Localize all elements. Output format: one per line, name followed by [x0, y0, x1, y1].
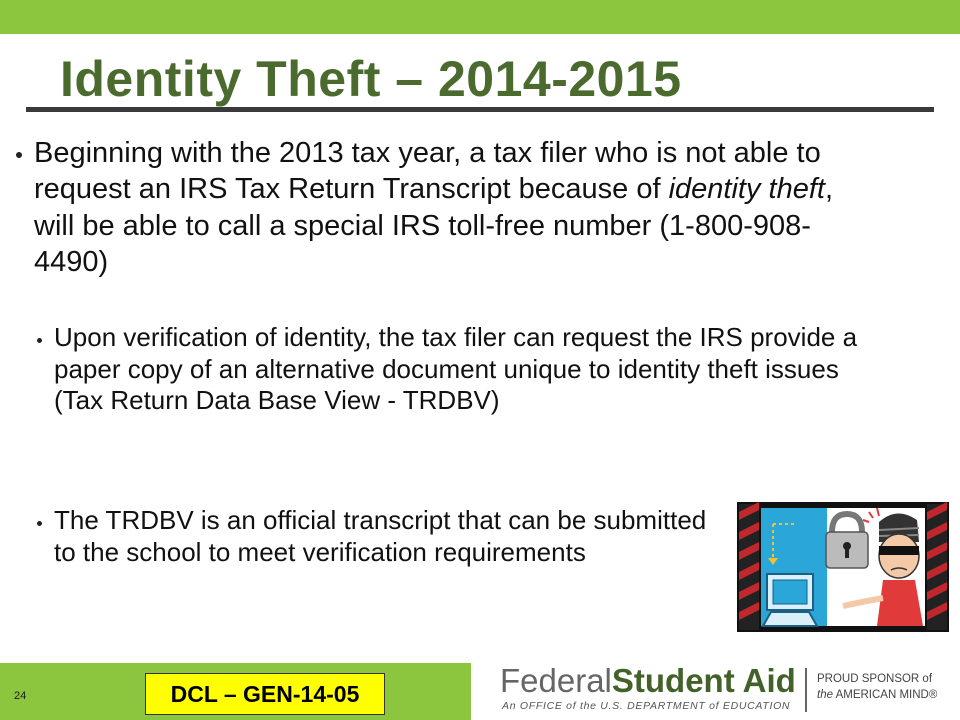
- sponsor-text: [817, 672, 937, 703]
- dcl-reference-box: DCL – GEN-14-05: [145, 673, 385, 715]
- sub-bullet-dot: [37, 338, 42, 343]
- fsa-logo-federal: Federal: [500, 662, 612, 699]
- identity-theft-illustration: [737, 502, 949, 632]
- bullet-main: [34, 135, 874, 280]
- computer-icon: [763, 574, 817, 626]
- bullet-main-text-b: , will be able to call a special IRS toll-free number (1-800-908-4490): [34, 173, 834, 278]
- sub-bullet-1: Upon verification of identity, the tax filer can request the IRS provide a paper copy of an alternative document unique to identity theft issues (Tax Return Data Base View - TRDBV): [54, 322, 858, 416]
- sponsor-line1: PROUD SPONSOR of: [817, 673, 933, 685]
- bullet-dot: [16, 152, 22, 158]
- slide-title: Identity Theft – 2014-2015: [60, 51, 682, 107]
- page-number: 24: [14, 690, 27, 702]
- sponsor-american-mind: AMERICAN MIND: [835, 688, 929, 701]
- sub-bullet-dot: [37, 521, 42, 526]
- fsa-logo-tagline: An OFFICE of the U.S. DEPARTMENT of EDUCATION: [502, 700, 791, 712]
- bullet-main-text-a: Beginning with the 2013 tax year, a tax filer who is not able to request an IRS Tax Return Transcript because of: [34, 137, 821, 206]
- logo-divider: [805, 668, 807, 712]
- registered-mark: ®: [928, 688, 938, 701]
- sponsor-the: the: [817, 688, 833, 701]
- fsa-logo-student-aid: Student Aid: [611, 662, 796, 699]
- fsa-logo-wordmark: [500, 662, 796, 700]
- title-underline: [26, 107, 934, 112]
- sponsor-line2: [817, 688, 937, 704]
- hazard-stripe-left-icon: [739, 502, 759, 630]
- hazard-stripe-right-icon: [927, 502, 947, 630]
- top-accent-bar: [0, 0, 960, 34]
- sub-bullet-2: The TRDBV is an official transcript that can be submitted to the school to meet verification requirements: [54, 505, 707, 567]
- bullet-main-italic: identity theft: [668, 173, 825, 206]
